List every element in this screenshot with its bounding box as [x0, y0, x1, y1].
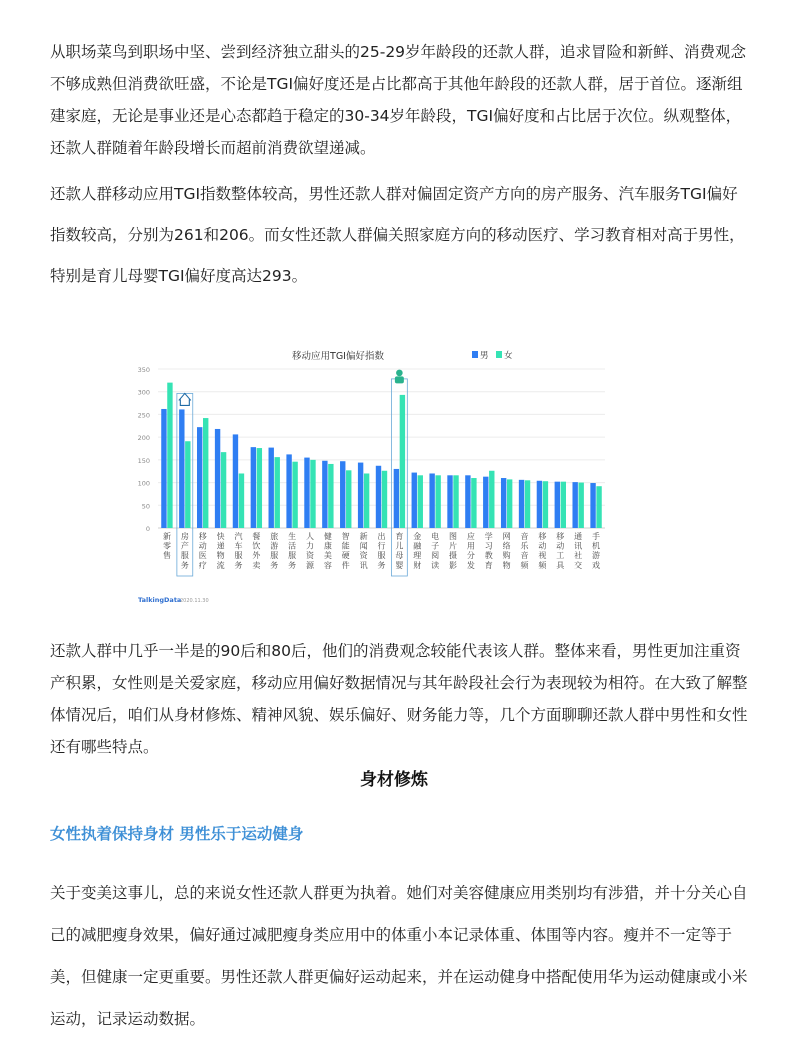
bar-male — [304, 458, 309, 528]
tgi-summary-paragraph: 还款人群移动应用TGI指数整体较高，男性还款人群对偏固定资产方向的房产服务、汽车服务TGI偏好指数较高，分别为261和206。而女性还款人群偏关照家庭方向的移动医疗、学习教育相对高于男性，特别是育儿母婴TGI偏好度高达293。 — [50, 185, 745, 285]
bar-female — [489, 471, 494, 528]
x-tick-label: 汽车服务 — [234, 532, 243, 570]
bar-female — [471, 478, 476, 528]
intro-paragraph: 从职场菜鸟到职场中坚、尝到经济独立甜头的25-29岁年龄段的还款人群，追求冒险和新鲜、消费观念不够成熟但消费欲旺盛，不论是TGI偏好度还是占比都高于其他年龄段的还款人群，居于首位。逐渐组建家庭，无论是事业还是心态都趋于稳定的30-34岁年龄段，TGI偏好度和占比居于次位。纵观整体，还款人群随着年龄段增长而超前消费欲望递减。 — [50, 43, 747, 157]
bar-female — [185, 441, 190, 528]
bar-male — [447, 475, 452, 528]
x-tick-label: 健康美容 — [323, 532, 332, 570]
bar-male — [269, 448, 274, 528]
bar-female — [418, 475, 423, 528]
bar-male — [376, 466, 381, 528]
y-tick-label: 100 — [137, 479, 150, 488]
bar-female — [203, 418, 208, 528]
bar-female — [310, 460, 315, 528]
x-tick-label: 通讯社交 — [574, 532, 583, 570]
y-tick-label: 0 — [145, 525, 150, 533]
x-tick-label: 移动视频 — [538, 532, 547, 570]
bar-female — [239, 473, 244, 528]
legend-swatch — [472, 351, 478, 358]
bar-female — [257, 448, 262, 528]
bar-female — [525, 480, 530, 528]
bar-male — [358, 463, 363, 528]
baby-icon — [396, 370, 403, 377]
tgi-chart-svg — [130, 335, 622, 607]
bar-male — [555, 482, 560, 528]
house-icon — [179, 393, 191, 405]
legend-label: 男 — [480, 351, 489, 361]
bar-male — [412, 473, 417, 528]
bar-female — [507, 479, 512, 528]
x-tick-label: 人力资源 — [305, 532, 314, 570]
x-tick-label: 图片摄影 — [449, 532, 458, 570]
bar-female — [561, 482, 566, 528]
y-tick-label: 200 — [137, 434, 150, 443]
bar-male — [197, 427, 202, 528]
x-tick-label: 智能硬件 — [341, 532, 350, 570]
bar-male — [501, 478, 506, 528]
x-tick-label: 新零售 — [162, 532, 171, 561]
bar-female — [346, 470, 351, 528]
bar-male — [483, 477, 488, 528]
x-tick-label: 手机游戏 — [592, 532, 601, 570]
bar-female — [596, 486, 601, 528]
y-tick-label: 150 — [137, 456, 150, 465]
y-tick-label: 250 — [137, 411, 150, 420]
bar-male — [322, 461, 327, 528]
overview-paragraph: 还款人群中几乎一半是的90后和80后，他们的消费观念较能代表该人群。整体来看，男性更加注重资产积累，女性则是关爱家庭，移动应用偏好数据情况与其年龄段社会行为表现较为相符。在大致了解整体情况后，咱们从身材修炼、精神风貌、娱乐偏好、财务能力等，几个方面聊聊还款人群中男性和女性还有哪些特点。 — [50, 642, 748, 756]
legend-swatch — [496, 351, 502, 358]
bar-female — [543, 481, 548, 528]
bar-female — [167, 383, 172, 528]
bar-male — [286, 454, 291, 528]
bar-male — [251, 447, 256, 528]
x-tick-label: 音乐音频 — [520, 532, 529, 570]
bar-male — [519, 480, 524, 528]
source-logo: TalkingData — [138, 596, 182, 604]
x-tick-label: 移动医疗 — [198, 532, 207, 570]
bar-female — [453, 475, 458, 528]
bar-male — [215, 429, 220, 528]
bar-male — [590, 483, 595, 528]
bar-female — [382, 471, 387, 528]
bar-female — [435, 475, 440, 528]
x-tick-label: 移动工具 — [556, 532, 565, 570]
x-tick-label: 育儿母婴 — [395, 532, 404, 570]
bar-male — [537, 481, 542, 528]
x-tick-label: 新闻资讯 — [359, 532, 368, 570]
bar-male — [233, 434, 238, 528]
y-tick-label: 50 — [141, 502, 150, 511]
chart-date: 2020.11.30 — [180, 598, 209, 604]
x-tick-label: 学习教育 — [484, 532, 493, 570]
baby-icon-body — [395, 376, 404, 383]
bar-male — [429, 473, 434, 528]
bar-male — [572, 482, 577, 528]
x-tick-label: 旅游服务 — [270, 532, 279, 570]
bar-male — [161, 409, 166, 528]
y-tick-label: 350 — [137, 366, 150, 374]
x-tick-label: 快递物流 — [216, 532, 225, 570]
x-tick-label: 餐饮外卖 — [252, 532, 261, 570]
bar-female — [275, 457, 280, 528]
sub-heading: 女性执着保持身材 男性乐于运动健身 — [50, 825, 304, 843]
legend-label: 女 — [504, 351, 513, 361]
bar-female — [292, 462, 297, 528]
x-tick-label: 房产服务 — [180, 532, 189, 570]
tgi-chart — [130, 335, 622, 607]
bar-female — [328, 464, 333, 528]
bar-male — [465, 475, 470, 528]
x-tick-label: 生活服务 — [288, 532, 297, 570]
x-tick-label: 应用分发 — [466, 532, 475, 570]
x-tick-label: 出行服务 — [377, 532, 386, 570]
y-tick-label: 300 — [137, 388, 150, 397]
section-title: 身材修炼 — [360, 770, 428, 790]
bar-female — [578, 483, 583, 528]
x-tick-label: 网络购物 — [502, 532, 511, 570]
x-tick-label: 电子阅读 — [431, 532, 440, 570]
x-tick-label: 金融理财 — [413, 532, 422, 570]
bar-male — [340, 461, 345, 528]
bar-male — [394, 469, 399, 528]
bar-female — [364, 473, 369, 528]
chart-title: 移动应用TGI偏好指数 — [292, 351, 384, 362]
bar-female — [400, 395, 405, 528]
bar-female — [221, 452, 226, 528]
bar-male — [179, 409, 184, 528]
fitness-paragraph: 关于变美这事儿，总的来说女性还款人群更为执着。她们对美容健康应用类别均有涉猎，并十分关心自己的减肥瘦身效果，偏好通过减肥瘦身类应用中的体重小本记录体重、体围等内容。瘦并不一定等于美，但健康一定更重要。男性还款人群更偏好运动起来，并在运动健身中搭配使用华为运动健康或小米运动，记录运动数据。 — [50, 884, 748, 1028]
